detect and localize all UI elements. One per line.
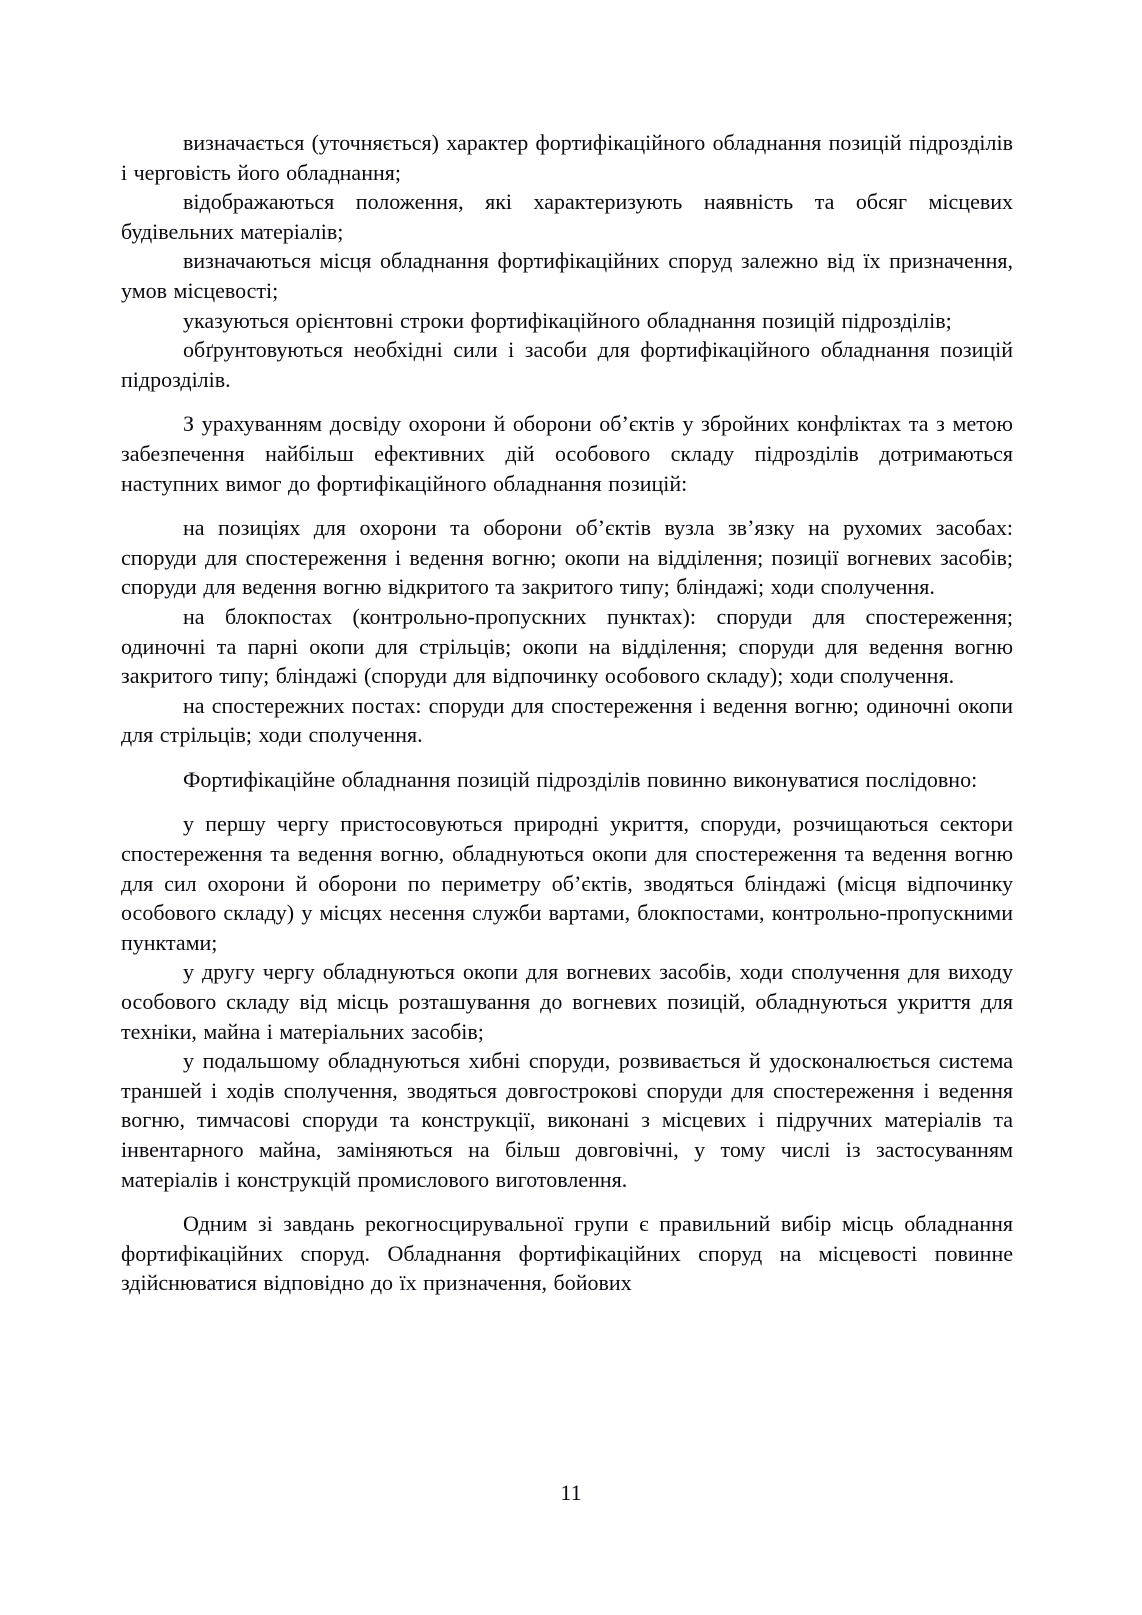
paragraph: Одним зі завдань рекогносцирувальної групи є правильний вибір місць обладнання фортифікаційних споруд. Обладнання фортифікаційних споруд на місцевості повинне здійснюватися відповідно до їх призначення, бойових xyxy=(121,1211,1013,1296)
paragraph: на позиціях для охорони та оборони об’єктів вузла зв’язку на рухомих засобах: споруди для спостереження і ведення вогню; окопи на відділення; позиції вогневих засобів; споруди для ведення вогню відкритого та закритого типу; бліндажі; ходи сполучення. xyxy=(121,515,1013,600)
paragraph: на спостережних постах: споруди для спостереження і ведення вогню; одиночні окопи для стрільців; ходи сполучення. xyxy=(121,692,1013,748)
paragraph: указуються орієнтовні строки фортифікаційного обладнання позицій підрозділів; xyxy=(183,307,952,333)
paragraph: З урахуванням досвіду охорони й оборони об’єктів у збройних конфліктах та з метою забезпечення найбільш ефективних дій особового складу підрозділів дотримаються наступних вимог до фортифікаційного обладнання позицій: xyxy=(121,411,1013,496)
paragraph: визначається (уточняється) характер фортифікаційного обладнання позицій підрозділів і черговість його обладнання; xyxy=(121,130,1013,185)
paragraph: відображаються положення, які характеризують наявність та обсяг місцевих будівельних матеріалів; xyxy=(121,189,1013,244)
paragraph: Фортифікаційне обладнання позицій підрозділів повинно виконуватися послідовно: xyxy=(183,766,978,792)
paragraph: обґрунтовуються необхідні сили і засоби для фортифікаційного обладнання позицій підрозділів. xyxy=(121,337,1013,392)
document-body xyxy=(121,128,1013,1298)
paragraph: у подальшому обладнуються хибні споруди, розвивається й удосконалюється система траншей і ходів сполучення, зводяться довгострокові споруди для спостереження і ведення вогню, тимчасові споруди та конструкції, виконані з місцевих і підручних матеріалів та інвентарного майна, заміняються на більш довговічні, у тому числі із застосуванням матеріалів і конструкцій промислового виготовлення. xyxy=(121,1048,1013,1192)
paragraph: у першу чергу пристосовуються природні укриття, споруди, розчищаються сектори спостереження та ведення вогню, обладнуються окопи для спостереження та ведення вогню для сил охорони й оборони по периметру об’єктів, зводяться бліндажі (місця відпочинку особового складу) у місцях несення служби вартами, блокпостами, контрольно-пропускними пунктами; xyxy=(121,811,1013,955)
page-number: 11 xyxy=(560,1480,582,1505)
paragraph: у другу чергу обладнуються окопи для вогневих засобів, ходи сполучення для виходу особового складу від місць розташування до вогневих позицій, обладнуються укриття для техніки, майна і матеріальних засобів; xyxy=(121,959,1013,1044)
paragraph: визначаються місця обладнання фортифікаційних споруд залежно від їх призначення, умов місцевості; xyxy=(121,248,1013,303)
paragraph: на блокпостах (контрольно-пропускних пунктах): споруди для спостереження; одиночні та парні окопи для стрільців; окопи на відділення; споруди для ведення вогню закритого типу; бліндажі (споруди для відпочинку особового складу); ходи сполучення. xyxy=(121,603,1013,689)
